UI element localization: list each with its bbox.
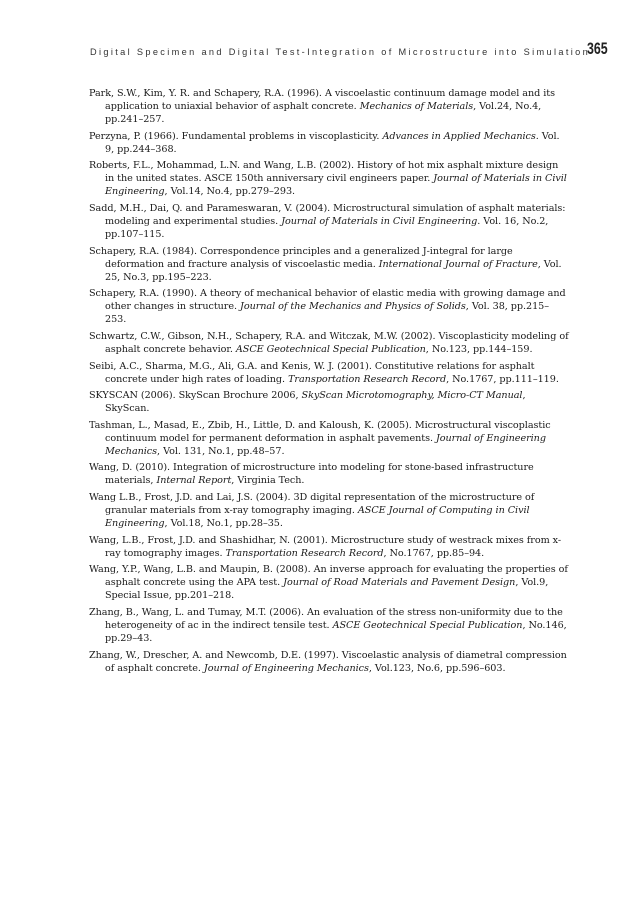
- reference-text: Zhang, B., Wang, L. and Tumay, M.T. (2006). An evaluation of the stress non-uniformity due to the heterogeneity of ac in the indirect tensile test.: [89, 606, 563, 631]
- reference-details: , Vol.123, No.6, pp.596–603.: [368, 662, 506, 674]
- reference-entry: [89, 461, 569, 487]
- reference-entry: [89, 649, 569, 675]
- reference-text: Zhang, W., Drescher, A. and Newcomb, D.E. (1997). Viscoelastic analysis of diametral compression of asphalt concrete.: [89, 649, 567, 674]
- reference-venue: Journal of Materials in Civil Engineering: [281, 216, 478, 228]
- reference-details: , No.1767, pp.111–119.: [446, 373, 559, 385]
- reference-venue: Journal of Engineering Mechanics: [203, 662, 369, 674]
- reference-details: , Vol.18, No.1, pp.28–35.: [164, 518, 283, 530]
- reference-details: , No.1767, pp.85–94.: [383, 547, 485, 559]
- reference-details: , Vol. 131, No.1, pp.48–57.: [157, 445, 285, 457]
- reference-text: Park, S.W., Kim, Y. R. and Schapery, R.A. (1996). A viscoelastic continuum damage model and its application to uniaxial behavior of asphalt concrete.: [89, 88, 555, 113]
- reference-venue: Journal of Materials in Civil Engineering: [105, 173, 567, 198]
- reference-details: , Vol. 25, No.3, pp.195–223.: [105, 258, 562, 283]
- reference-entry: [89, 202, 569, 241]
- reference-text: Wang, Y.P., Wang, L.B. and Maupin, B. (2008). An inverse approach for evaluating the properties of asphalt concrete using the APA test.: [89, 564, 568, 589]
- reference-venue: Internal Report: [156, 475, 232, 487]
- reference-details: , Virginia Tech.: [231, 475, 305, 487]
- reference-details: , Vol. 38, pp.215–253.: [105, 301, 550, 326]
- reference-text: SKYSCAN (2006). SkyScan Brochure 2006,: [89, 390, 302, 402]
- reference-details: , No.123, pp.144–159.: [425, 344, 533, 356]
- reference-venue: Journal of Road Materials and Pavement Design: [283, 577, 516, 589]
- reference-venue: Mechanics of Materials: [359, 101, 474, 113]
- reference-entry: [89, 419, 569, 458]
- reference-entry: [89, 534, 569, 560]
- reference-venue: Journal of Engineering Mechanics: [105, 432, 546, 457]
- reference-entry: [89, 130, 569, 156]
- reference-list: [89, 87, 569, 678]
- reference-venue: SkyScan Microtomography, Micro-CT Manual: [301, 390, 523, 402]
- reference-entry: [89, 491, 569, 530]
- reference-text: Wang, L.B., Frost, J.D. and Shashidhar, N. (2001). Microstructure study of westrack mixes from x-ray tomography images.: [89, 534, 562, 559]
- page-number: 365: [587, 40, 608, 58]
- reference-entry: [89, 287, 569, 326]
- reference-venue: International Journal of Fracture: [378, 258, 538, 270]
- reference-entry: [89, 330, 569, 356]
- reference-text: Perzyna, P. (1966). Fundamental problems in viscoplasticity.: [89, 130, 383, 142]
- reference-entry: [89, 245, 569, 284]
- reference-venue: Journal of the Mechanics and Physics of Solids: [240, 301, 466, 313]
- reference-details: . Vol. 16, No.2, pp.107–115.: [105, 216, 549, 241]
- reference-text: Wang, D. (2010). Integration of microstructure into modeling for stone-based infrastructure materials,: [89, 462, 534, 487]
- reference-entry: [89, 606, 569, 645]
- reference-text: Seibi, A.C., Sharma, M.G., Ali, G.A. and Kenis, W. J. (2001). Constitutive relations for asphalt concrete under high rates of loading.: [89, 360, 535, 385]
- reference-details: , No.146, pp.29–43.: [105, 619, 567, 645]
- reference-details: , Vol.9, Special Issue, pp.201–218.: [105, 577, 549, 602]
- reference-venue: ASCE Geotechnical Special Publication: [332, 619, 523, 631]
- reference-details: , Vol.14, No.4, pp.279–293.: [164, 186, 296, 198]
- reference-venue: ASCE Geotechnical Special Publication: [235, 344, 426, 356]
- reference-details: , Vol.24, No.4, pp.241–257.: [105, 101, 542, 126]
- reference-venue: Advances in Applied Mechanics.: [382, 130, 539, 142]
- reference-venue: Transportation Research Record: [225, 547, 384, 559]
- reference-entry: [89, 360, 569, 386]
- reference-text: Wang L.B., Frost, J.D. and Lai, J.S. (2004). 3D digital representation of the microstructure of granular materials from x-ray tomography imaging.: [89, 491, 535, 517]
- reference-entry: [89, 159, 569, 198]
- reference-entry: [89, 389, 569, 415]
- reference-entry: [89, 87, 569, 126]
- reference-text: Schwartz, C.W., Gibson, N.H., Schapery, R.A. and Witczak, M.W. (2002). Viscoplasticity modeling of asphalt concrete behavior.: [89, 330, 569, 356]
- reference-entry: [89, 563, 569, 602]
- running-title: Digital Specimen and Digital Test-Integration of Microstructure into Simulation: [90, 47, 591, 57]
- reference-text: Tashman, L., Masad, E., Zbib, H., Little, D. and Kaloush, K. (2005). Microstructural viscoplastic continuum model for permanent deformation in asphalt pavements.: [89, 419, 551, 444]
- reference-text: Schapery, R.A. (1984). Correspondence principles and a generalized J-integral for large deformation and fracture analysis of viscoelastic media.: [89, 245, 513, 270]
- reference-details: , SkyScan.: [105, 390, 526, 415]
- reference-text: Roberts, F.L., Mohammad, L.N. and Wang, L.B. (2002). History of hot mix asphalt mixture design in the united states. ASCE 150th anniversary civil engineers paper.: [89, 160, 559, 185]
- reference-venue: Transportation Research Record: [288, 373, 447, 385]
- reference-text: Sadd, M.H., Dai, Q. and Parameswaran, V. (2004). Microstructural simulation of asphalt materials: modeling and experimental studies.: [89, 202, 566, 228]
- reference-venue: ASCE Journal of Computing in Civil Engineering: [105, 505, 530, 530]
- reference-details: Vol. 9, pp.244–368.: [105, 130, 560, 155]
- reference-text: Schapery, R.A. (1990). A theory of mechanical behavior of elastic media with growing damage and other changes in structure.: [89, 288, 566, 313]
